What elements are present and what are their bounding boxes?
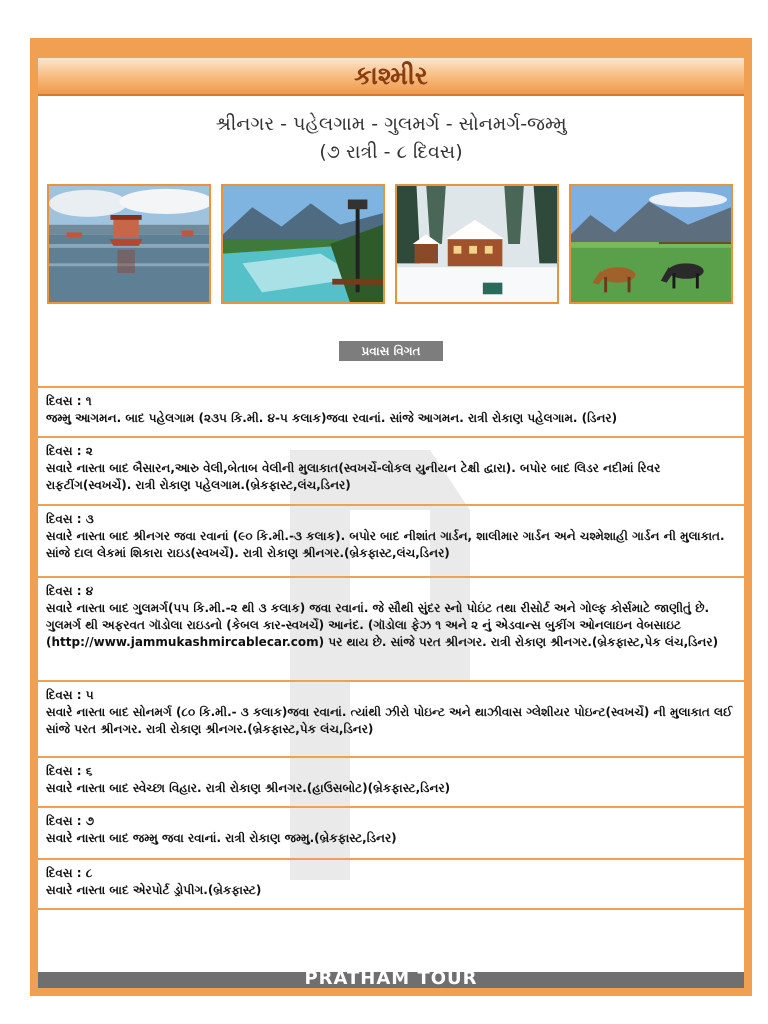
day-text: સવારે નાસ્તા બાદ સોનમર્ગ (૮૦ કિ.મી.- ૩ કલાક)જવા રવાનાં. ત્યાંથી ઝીરો પોઇન્ટ અને થાઝીવાસ ગ્લેશીયર પોઇન્ટ(સ્વખર્ચે) ની મુલાકાત લઈ સાંજે પરત શ્રીનગર. રાત્રી રોકાણ શ્રીનગર.(બ્રેકફાસ્ટ,પેક લંચ,ડિનર)	[46, 705, 733, 736]
day-item	[38, 756, 744, 806]
day-text: સવારે નાસ્તા બાદ બૈસારન,આરુ વેલી,બેતાબ વેલીની મુલાકાત(સ્વખર્ચે-લોકલ યુનીયન ટેક્ષી દ્વારા). બપોર બાદ લિડર નદીમાં રિવર રાફટીંગ(સ્વખર્ચે). રાત્રી રોકાણ પહેલગામ.(બ્રેકફાસ્ટ,લંચ,ડિનર)	[46, 461, 661, 492]
page-title: કાશ્મીર	[354, 61, 428, 90]
day-text: સવારે નાસ્તા બાદ શ્રીનગર જવા રવાનાં (૯૦ કિ.મી.-૩ કલાક). બપોર બાદ નીશાંત ગાર્ડન, શાલીમાર ગાર્ડન અને ચશ્મેશાહી ગાર્ડન ની મુલાકાત. સાંજે દાલ લેકમાં શિકારા રાઇડ(સ્વખર્ચે). રાત્રી રોકાણ શ્રીનગર.(બ્રેકફાસ્ટ,લંચ,ડિનર)	[46, 529, 725, 560]
title-band	[38, 58, 744, 96]
day-heading: દિવસ : ૫	[46, 688, 94, 702]
day-heading: દિવસ : ૬	[46, 764, 93, 778]
footer-band	[38, 968, 744, 989]
dal-lake-shikara-photo	[47, 184, 211, 304]
day-item	[38, 680, 744, 756]
route-block	[38, 110, 744, 166]
day-item	[38, 576, 744, 680]
day-heading: દિવસ : ૨	[46, 444, 93, 458]
day-heading: દિવસ : ૮	[46, 866, 93, 880]
day-text: સવારે નાસ્તા બાદ એરપોર્ટ ડ્રોપીગ.(બ્રેકફાસ્ટ)	[46, 883, 262, 897]
photo-strip	[47, 184, 735, 306]
day-item	[38, 858, 744, 910]
day-text: સવારે નાસ્તા બાદ ગુલમર્ગ(૫૫ કિ.મી.-૨ થી ૩ કલાક) જવા રવાનાં. જે સૌથી સુંદર સ્નો પોઇંટ તથા રીસોર્ટ અને ગોલ્ફ કોર્સમાટે જાણીતું છે. ગુલમર્ગ થી અફરવત ગૉડોલા રાઇડનો (કેબલ કાર-સ્વખર્ચે) આનંદ. (ગૉડોલા ફેઝ ૧ અને ૨ નું એડવાન્સ બુકીંગ ઓનલાઇન વેબસાઇટ (http://www.jammukashmircablecar.com) પર થાય છે. સાંજે પરત શ્રીનગર. રાત્રી રોકાણ શ્રીનગર.(બ્રેકફાસ્ટ,પેક લંચ,ડિનર)	[46, 601, 719, 649]
day-heading: દિવસ : ૭	[46, 814, 95, 828]
itinerary-list	[38, 386, 744, 910]
day-item	[38, 386, 744, 436]
route-line: શ્રીનગર - પહેલગામ - ગુલમર્ગ - સોનમર્ગ-જમ્મુ	[215, 113, 567, 135]
day-heading: દિવસ : ૧	[46, 394, 92, 408]
duration-line: (૭ રાત્રી - ૮ દિવસ)	[319, 141, 463, 163]
pahalgam-river-photo	[221, 184, 385, 304]
sonmarg-horses-photo	[569, 184, 733, 304]
footer-brand: PRATHAM TOUR	[304, 968, 478, 989]
day-heading: દિવસ : ૪	[46, 584, 94, 598]
section-heading: પ્રવાસ વિગત	[339, 341, 443, 361]
day-item	[38, 504, 744, 576]
day-text: સવારે નાસ્તા બાદ સ્વેચ્છા વિહાર. રાત્રી રોકાણ શ્રીનગર.(હાઉસબોટ)(બ્રેકફાસ્ટ,ડિનર)	[46, 781, 451, 795]
day-text: જમ્મુ આગમન. બાદ પહેલગામ (૨૩૫ કિ.મી. ૪-૫ કલાક)જવા રવાનાં. સાંજે આગમન. રાત્રી રોકાણ પહેલગામ. (ડિનર)	[46, 411, 618, 425]
gulmarg-snow-hotel-photo	[395, 184, 559, 304]
day-item	[38, 436, 744, 504]
day-text: સવારે નાસ્તા બાદ જમ્મુ જવા રવાનાં. રાત્રી રોકાણ જમ્મુ.(બ્રેકફાસ્ટ,ડિનર)	[46, 831, 397, 845]
day-heading: દિવસ : ૩	[46, 512, 94, 526]
day-item	[38, 806, 744, 858]
